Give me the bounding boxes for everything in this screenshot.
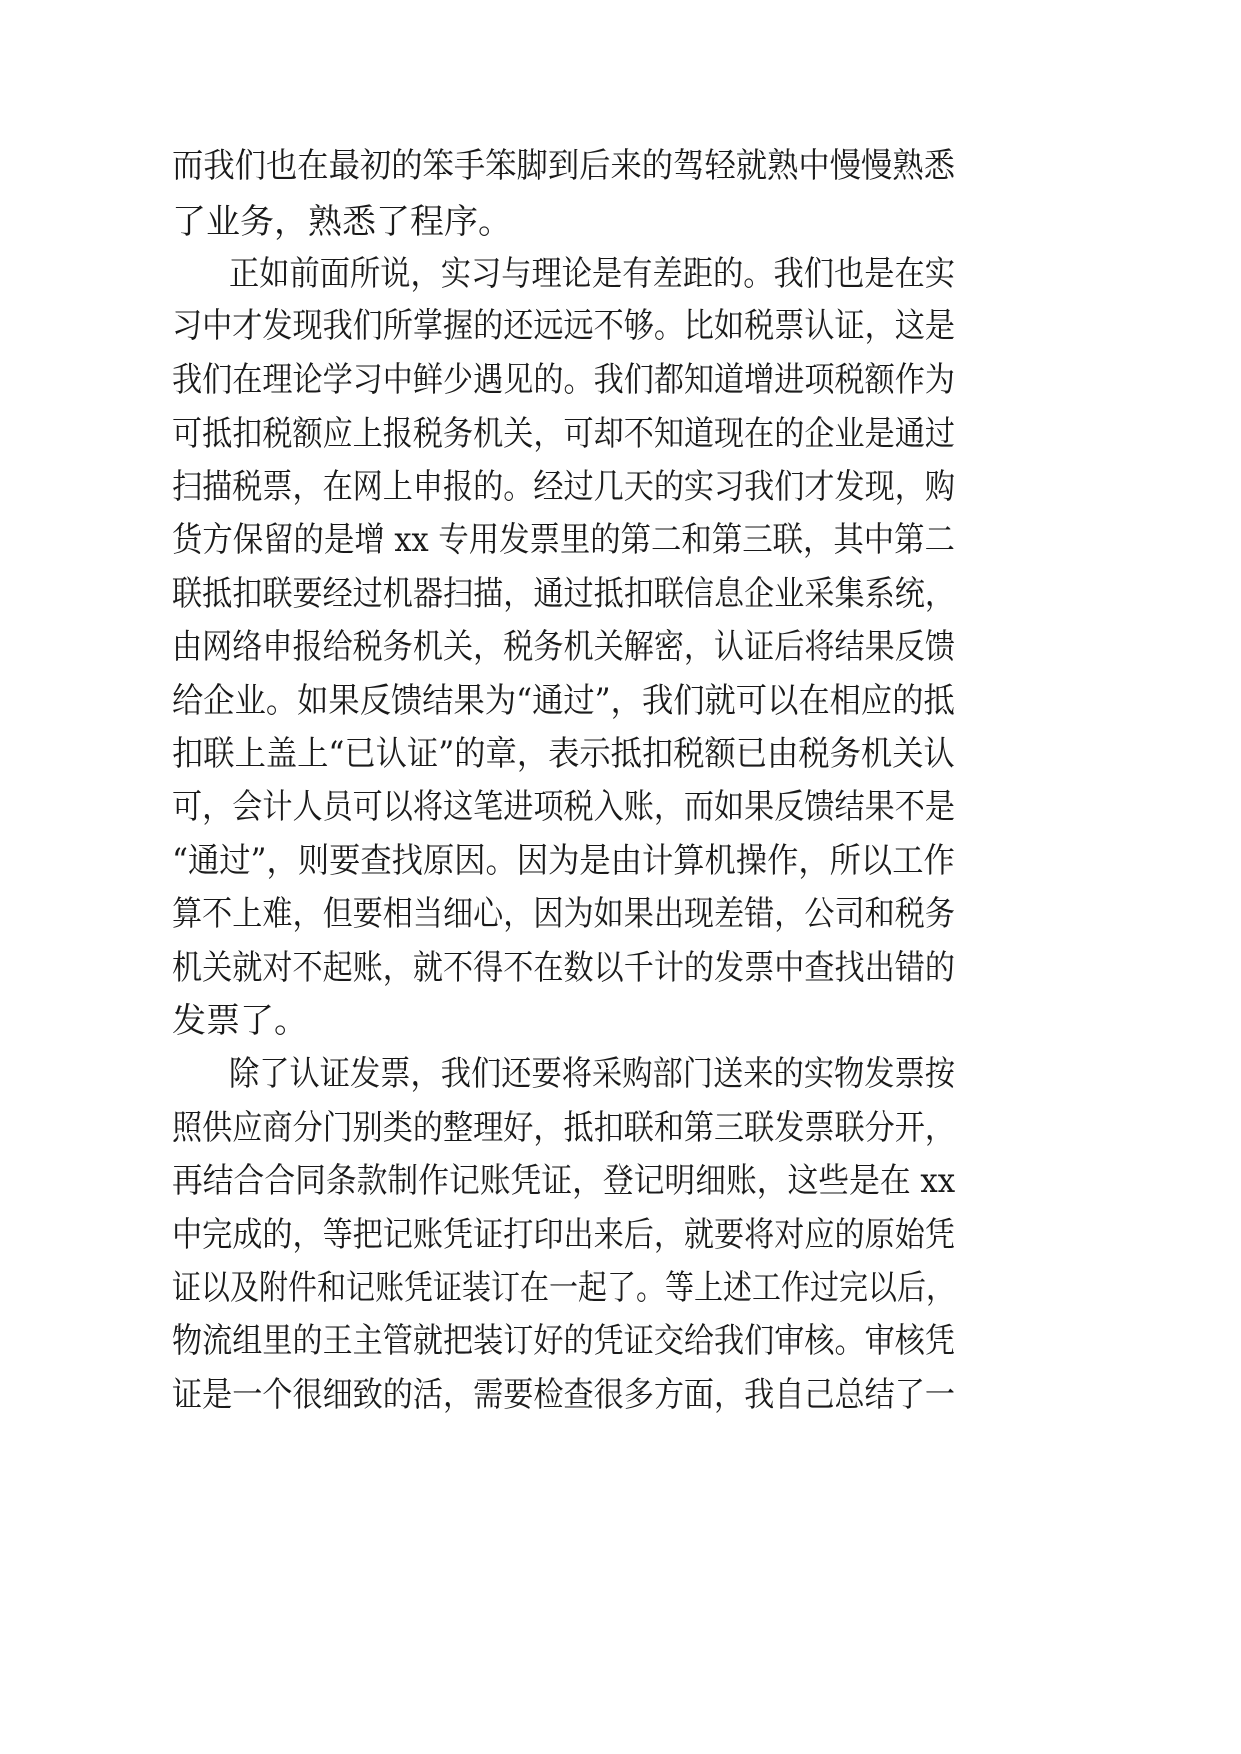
line-text: 正如前面所说，实习与理论是有差距的。我们也是在实: [229, 254, 955, 294]
text-line: [0, 193, 1241, 251]
line-text: 照供应商分门别类的整理好，抵扣联和第三联发票联分开，: [172, 1108, 955, 1148]
text-line: [0, 1259, 1241, 1317]
line-text: 而我们也在最初的笨手笨脚到后来的驾轻就熟中慢慢熟悉: [172, 146, 956, 186]
text-line: [0, 618, 1241, 676]
line-text: 扫描税票，在网上申报的。经过几天的实习我们才发现，购: [172, 467, 955, 507]
line-text: 习中才发现我们所掌握的还远远不够。比如税票认证，这是: [172, 306, 955, 346]
line-text: 中完成的，等把记账凭证打印出来后，就要将对应的原始凭: [172, 1215, 955, 1255]
line-text: 算不上难，但要相当细心，因为如果出现差错，公司和税务: [172, 894, 955, 934]
text-line: [0, 511, 1241, 569]
text-line: [0, 1366, 1241, 1424]
text-line: [0, 405, 1241, 463]
text-line: [0, 1152, 1241, 1210]
text-line: [0, 939, 1241, 997]
line-text: 除了认证发票，我们还要将采购部门送来的实物发票按: [229, 1054, 955, 1094]
text-line: [0, 351, 1241, 409]
text-line: [0, 672, 1241, 730]
line-text: 再结合合同条款制作记账凭证，登记明细账，这些是在 xx: [172, 1161, 956, 1201]
line-text: “通过”，则要查找原因。因为是由计算机操作，所以工作: [172, 841, 955, 881]
text-line: [0, 245, 1241, 303]
text-line: [0, 992, 1241, 1050]
line-text: 发票了。: [172, 1001, 308, 1041]
text-line: [0, 725, 1241, 783]
line-text: 由网络申报给税务机关，税务机关解密，认证后将结果反馈: [172, 627, 955, 667]
text-line: [0, 1099, 1241, 1157]
text-line: [0, 458, 1241, 516]
text-line: [0, 832, 1241, 890]
line-text: 证是一个很细致的活，需要检查很多方面，我自己总结了一: [172, 1375, 955, 1415]
line-text: 给企业。如果反馈结果为“通过”，我们就可以在相应的抵: [172, 681, 955, 721]
text-line: [0, 565, 1241, 623]
line-text: 可，会计人员可以将这笔进项税入账，而如果反馈结果不是: [172, 787, 955, 827]
text-line: [0, 1045, 1241, 1103]
line-text: 机关就对不起账，就不得不在数以千计的发票中查找出错的: [172, 948, 955, 988]
line-text: 货方保留的是增 xx 专用发票里的第二和第三联，其中第二: [172, 520, 955, 560]
line-text: 我们在理论学习中鲜少遇见的。我们都知道增进项税额作为: [172, 360, 955, 400]
text-line: [0, 1206, 1241, 1264]
text-line: [0, 137, 1241, 195]
text-line: [0, 778, 1241, 836]
line-text: 了业务，熟悉了程序。: [172, 202, 512, 242]
line-text: 联抵扣联要经过机器扫描，通过抵扣联信息企业采集系统，: [172, 574, 955, 614]
text-line: [0, 297, 1241, 355]
line-text: 物流组里的王主管就把装订好的凭证交给我们审核。审核凭: [172, 1321, 955, 1361]
line-text: 扣联上盖上“已认证”的章，表示抵扣税额已由税务机关认: [172, 734, 955, 774]
line-text: 证以及附件和记账凭证装订在一起了。等上述工作过完以后，: [172, 1268, 955, 1308]
line-text: 可抵扣税额应上报税务机关，可却不知道现在的企业是通过: [172, 414, 955, 454]
text-line: [0, 1312, 1241, 1370]
text-line: [0, 885, 1241, 943]
